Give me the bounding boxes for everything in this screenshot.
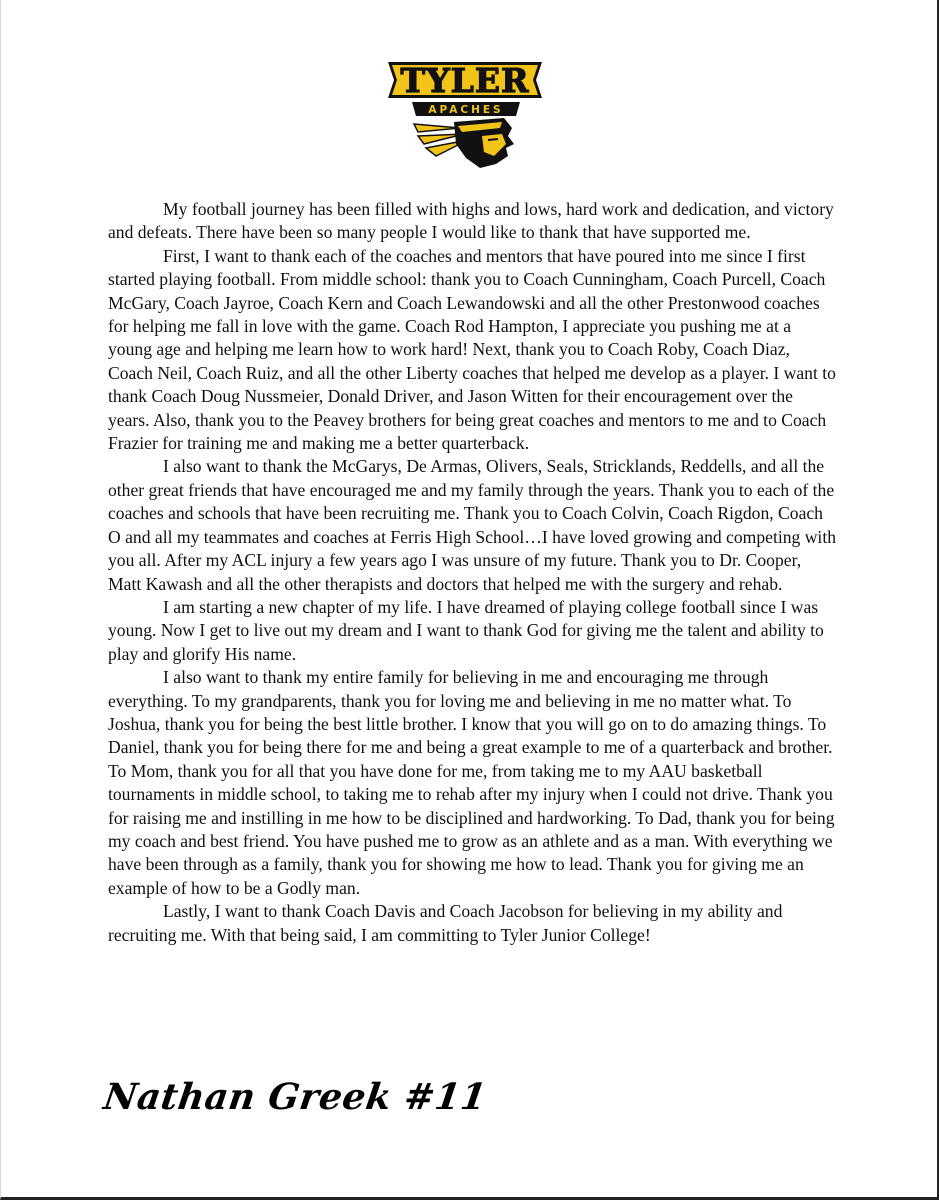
letter-paragraph: My football journey has been filled with highs and lows, hard work and dedication, and victory and defeats. There have been so many people I would like to thank that have supported me. [108,199,834,243]
letter-paragraph: First, I want to thank each of the coaches and mentors that have poured into me since I first started playing football. From middle school: thank you to Coach Cunningham, Coach Purcell, Coach McGary, Coach Jayroe, Coach Kern and Coach Lewandowski and all the other Prestonwood coaches for helping me fall in love with the game. Coach Rod Hampton, I appreciate you pushing me at a young age and helping me learn how to work hard! Next, thank you to Coach Roby, Coach Diaz, Coach Neil, Coach Ruiz, and all the other Liberty coaches that helped me develop as a player. I want to thank Coach Doug Nussmeier, Donald Driver, and Jason Witten for their encouragement over the years. Also, thank you to the Peavey brothers for being great coaches and mentors to me and to Coach Frazier for training me and making me a better quarterback. [108,245,836,454]
logo-subtext: APACHES [428,104,504,116]
letter-paragraph: I also want to thank my entire family for believing in me and encouraging me through everything. To my grandparents, thank you for loving me and believing in me no matter what. To Joshua, thank you for being the best little brother. I know that you will go on to do amazing things. To Daniel, thank you for being there for me and being a great example to me of a quarterback and brother. To Mom, thank you for all that you have done for me, from taking me to my AAU basketball tournaments in middle school, to taking me to rehab after my injury when I could not drive. Thank you for raising me and instilling in me how to be disciplined and hardworking. To Dad, thank you for being my coach and best friend. You have pushed me to grow as an athlete and as a man. With everything we have been through as a family, thank you for showing me how to lead. Thank you for giving me an example of how to be a Godly man. [108,667,835,898]
apache-head-logo-icon [384,52,546,170]
tyler-apaches-logo [384,52,546,170]
letter-paragraph: I am starting a new chapter of my life. I have dreamed of playing college football since I was young. Now I get to live out my dream and I want to thank God for giving me the talent and ability to play and glorify His name. [108,596,824,664]
letter-paragraph: I also want to thank the McGarys, De Armas, Olivers, Seals, Stricklands, Reddells, and all the other great friends that have encouraged me and my family through the years. Thank you to each of the coaches and schools that have been recruiting me. Thank you to Coach Colvin, Coach Rigdon, Coach O and all my teammates and coaches at Ferris High School…I have loved growing and competing with you all. After my ACL injury a few years ago I was unsure of my future. Thank you to Dr. Cooper, Matt Kawash and all the other therapists and doctors that helped me with the surgery and rehab. [108,456,837,594]
letter-body [108,198,838,947]
signature: Nathan Greek #11 [101,1076,490,1118]
letter-paragraph: Lastly, I want to thank Coach Davis and Coach Jacobson for believing in my ability and recruiting me. With that being said, I am committing to Tyler Junior College! [108,901,783,945]
logo-wordmark: TYLER [400,61,530,100]
